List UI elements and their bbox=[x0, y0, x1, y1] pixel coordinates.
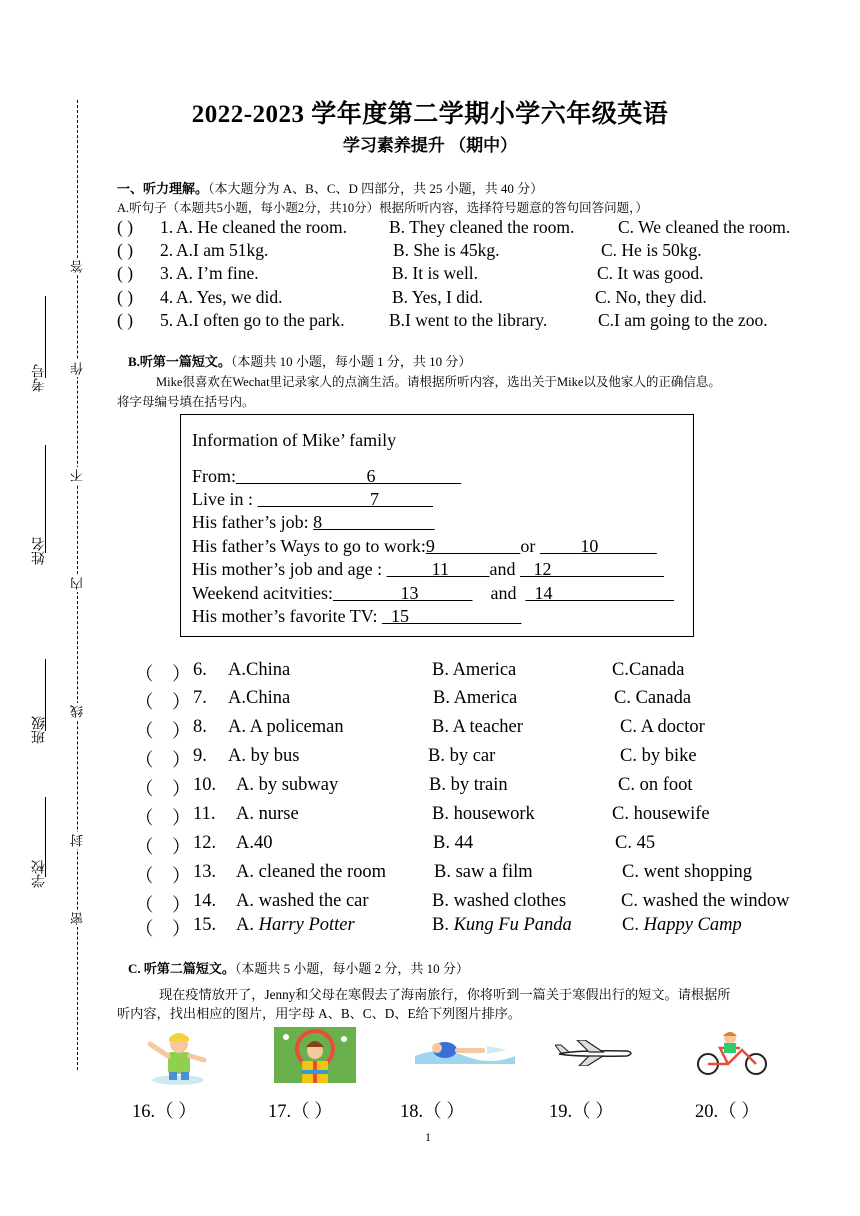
q-bracket[interactable]: ( ) bbox=[117, 263, 134, 283]
option-b: B. by car bbox=[428, 746, 496, 766]
option-text: Harry Potter bbox=[258, 915, 355, 935]
info-label: His mother’s job and age : bbox=[192, 559, 387, 579]
info-from bbox=[192, 466, 461, 487]
option-c: C. on foot bbox=[618, 775, 693, 795]
blank-10[interactable] bbox=[540, 536, 657, 556]
option-c: C. went shopping bbox=[622, 862, 753, 882]
q-number: 9. bbox=[193, 746, 207, 766]
blank-8[interactable] bbox=[313, 512, 435, 532]
option-b: B. She is 45kg. bbox=[393, 240, 500, 260]
exam-number-label: 考号 bbox=[32, 364, 47, 392]
answer-bracket[interactable]: （ ） bbox=[135, 751, 191, 771]
option-a: A. by bus bbox=[228, 746, 300, 766]
info-label: From: bbox=[192, 466, 237, 486]
blank-number: 7 bbox=[370, 489, 379, 509]
blank-number: 6 bbox=[366, 466, 376, 486]
option-b: B. It is well. bbox=[392, 263, 479, 283]
q-bracket[interactable]: ( ) bbox=[117, 287, 134, 307]
blank-number: 14 bbox=[534, 583, 553, 603]
q-bracket[interactable]: ( ) bbox=[117, 240, 134, 260]
page-number: 1 bbox=[425, 1130, 431, 1144]
blank-number: 10 bbox=[580, 536, 599, 556]
answer-slot[interactable]: 19.（ ） bbox=[549, 1102, 614, 1122]
option-c: C. A doctor bbox=[620, 717, 705, 737]
blank-number: 13 bbox=[400, 583, 419, 603]
option-c: C. washed the window bbox=[621, 891, 790, 911]
blank-number: 15 bbox=[390, 606, 409, 626]
answer-slot[interactable]: 20.（ ） bbox=[695, 1102, 760, 1122]
info-label: His father’s Ways to go to work: bbox=[192, 536, 426, 556]
sectionA-instruction: A.听句子（本题共5小题，每小题2分，共10分）根据所听内容，选择符号题意的答句回答问题，） bbox=[117, 201, 648, 215]
option-a: A.China bbox=[228, 688, 291, 708]
option-prefix: B. bbox=[432, 915, 454, 935]
option-a: A.I often go to the park. bbox=[176, 310, 345, 330]
answer-bracket[interactable]: （ ） bbox=[135, 693, 191, 713]
option-a: A. He cleaned the room. bbox=[176, 217, 348, 237]
info-father-job bbox=[192, 512, 435, 533]
answer-bracket[interactable]: （ ） bbox=[135, 838, 191, 858]
option-b: B. America bbox=[433, 688, 518, 708]
binding-char: 密 bbox=[70, 912, 85, 925]
option-a: A. A policeman bbox=[228, 717, 344, 737]
blank-14[interactable] bbox=[526, 583, 675, 603]
option-a: A. Yes, we did. bbox=[176, 287, 283, 307]
partC-instruction: 现在疫情放开了，Jenny和父母在寒假去了海南旅行，你将听到一篇关于寒假出行的短文。请根据所 bbox=[159, 987, 731, 1002]
q-number: 1. bbox=[160, 217, 174, 237]
option-b: B. Yes, I did. bbox=[392, 287, 483, 307]
answer-slot[interactable]: 17.（ ） bbox=[268, 1102, 333, 1122]
option-c: C. He is 50kg. bbox=[601, 240, 702, 260]
boy-waving-picture bbox=[138, 1030, 220, 1086]
info-and: and bbox=[489, 559, 516, 579]
option-a: A. I’m fine. bbox=[176, 263, 259, 283]
partC-heading-note: （本题共 5 小题，每小题 2 分，共 10 分） bbox=[234, 961, 469, 976]
name-field[interactable] bbox=[45, 445, 46, 553]
answer-bracket[interactable]: （ ） bbox=[135, 920, 191, 940]
page-subtitle: 学习素养提升 （期中） bbox=[342, 136, 518, 155]
binding-char: 内 bbox=[70, 577, 85, 590]
binding-char: 不 bbox=[70, 469, 85, 482]
partC-heading-title: C. 听第二篇短文。 bbox=[128, 961, 235, 976]
info-label: Weekend acitvities: bbox=[192, 583, 333, 603]
blank-11[interactable] bbox=[387, 559, 490, 579]
q-number: 15. bbox=[193, 915, 217, 935]
option-c: C. housewife bbox=[612, 804, 710, 824]
blank-12[interactable] bbox=[520, 559, 664, 579]
option-b: B. A teacher bbox=[432, 717, 523, 737]
answer-bracket[interactable]: （ ） bbox=[135, 780, 191, 800]
option-a: A. by subway bbox=[236, 775, 339, 795]
q-number: 10. bbox=[193, 775, 217, 795]
blank-7[interactable] bbox=[258, 489, 434, 509]
page-title: 2022-2023 学年度第二学期小学六年级英语 bbox=[191, 101, 669, 128]
name-label: 姓名 bbox=[32, 537, 47, 565]
option-a: A.40 bbox=[236, 833, 273, 853]
info-weekend bbox=[192, 583, 674, 604]
info-title: Information of Mike’ family bbox=[192, 430, 397, 450]
school-field[interactable] bbox=[45, 797, 46, 877]
binding-char: 线 bbox=[70, 705, 85, 718]
info-father-ways bbox=[192, 536, 657, 557]
option-b: B.I went to the library. bbox=[389, 310, 548, 330]
q-number: 4. bbox=[160, 287, 174, 307]
part1-heading-note: （本大题分为 A、B、C、D 四部分，共 25 小题，共 40 分） bbox=[208, 181, 544, 196]
option-b: B. America bbox=[432, 660, 517, 680]
info-mother-tv bbox=[192, 606, 521, 627]
answer-slot[interactable]: 16.（ ） bbox=[132, 1102, 197, 1122]
option-a: A. nurse bbox=[236, 804, 299, 824]
exam-number-field[interactable] bbox=[45, 296, 46, 378]
partB-heading bbox=[128, 351, 471, 370]
info-mother-job bbox=[192, 559, 664, 580]
option-c bbox=[622, 915, 742, 936]
option-c: C.I am going to the zoo. bbox=[598, 310, 768, 330]
blank-15[interactable] bbox=[382, 606, 522, 626]
option-c: C.Canada bbox=[612, 660, 685, 680]
info-label: His mother’s favorite TV: bbox=[192, 606, 382, 626]
option-text: Happy Camp bbox=[643, 915, 742, 935]
binding-char: 答 bbox=[70, 260, 85, 273]
option-b: B. They cleaned the room. bbox=[389, 217, 575, 237]
class-field[interactable] bbox=[45, 659, 46, 731]
option-prefix: A. bbox=[236, 915, 259, 935]
q-number: 14. bbox=[193, 891, 217, 911]
airplane-picture bbox=[555, 1040, 635, 1066]
q-number: 3. bbox=[160, 263, 174, 283]
q-number: 6. bbox=[193, 660, 207, 680]
blank-number: 12 bbox=[533, 559, 552, 579]
option-b: B. housework bbox=[432, 804, 535, 824]
binding-char: 封 bbox=[70, 834, 85, 847]
option-b: B. 44 bbox=[433, 833, 474, 853]
option-c: C. No, they did. bbox=[595, 287, 707, 307]
option-a: A. cleaned the room bbox=[236, 862, 386, 882]
option-c: C. Canada bbox=[614, 688, 692, 708]
option-c: C. It was good. bbox=[597, 263, 704, 283]
answer-bracket[interactable]: （ ） bbox=[135, 665, 191, 685]
info-live bbox=[192, 489, 433, 510]
partB-instruction: Mike很喜欢在Wechat里记录家人的点滴生活。请根据所听内容，选出关于Mike以及他家人的正确信息。 bbox=[156, 375, 721, 389]
option-prefix: C. bbox=[622, 915, 644, 935]
option-b: B. saw a film bbox=[434, 862, 533, 882]
info-or: or bbox=[520, 536, 536, 556]
answer-bracket[interactable]: （ ） bbox=[135, 867, 191, 887]
blank-9[interactable] bbox=[426, 536, 521, 556]
blank-number: 11 bbox=[431, 559, 449, 579]
blank-number: 9 bbox=[425, 536, 435, 556]
q-number: 13. bbox=[193, 862, 217, 882]
blank-number: 8 bbox=[313, 512, 323, 532]
q-number: 12. bbox=[193, 833, 217, 853]
option-c: C. by bike bbox=[620, 746, 697, 766]
q-number: 2. bbox=[160, 240, 174, 260]
info-box bbox=[180, 414, 694, 637]
q-number: 7. bbox=[193, 688, 207, 708]
girl-riding-bike-picture bbox=[690, 1030, 776, 1076]
blank-13[interactable] bbox=[333, 583, 473, 603]
part1-heading-title: 一、听力理解。 bbox=[117, 181, 209, 196]
partB-heading-note: （本题共 10 小题，每小题 1 分，共 10 分） bbox=[230, 354, 472, 369]
q-bracket[interactable]: ( ) bbox=[117, 310, 134, 330]
q-number: 5. bbox=[160, 310, 174, 330]
option-a: A.I am 51kg. bbox=[176, 240, 269, 260]
answer-bracket[interactable]: （ ） bbox=[135, 896, 191, 916]
q-bracket[interactable]: ( ) bbox=[117, 217, 134, 237]
partB-heading-title: B.听第一篇短文。 bbox=[128, 354, 231, 369]
info-label: His father’s job: bbox=[192, 512, 314, 532]
partC-instruction: 听内容，找出相应的图片，用字母 A、B、C、D、E给下列图片排序。 bbox=[117, 1006, 522, 1021]
part1-heading bbox=[117, 178, 543, 197]
class-label: 班级 bbox=[32, 716, 47, 744]
option-c: C. We cleaned the room. bbox=[618, 217, 791, 237]
option-a: A.China bbox=[228, 660, 291, 680]
school-label: 学校 bbox=[32, 860, 47, 888]
q-number: 11. bbox=[193, 804, 216, 824]
answer-bracket[interactable]: （ ） bbox=[135, 809, 191, 829]
info-and: and bbox=[490, 583, 517, 603]
partB-instruction: 将字母编号填在括号内。 bbox=[117, 395, 255, 409]
q-number: 8. bbox=[193, 717, 207, 737]
option-a bbox=[236, 915, 355, 936]
girl-with-gift-picture bbox=[274, 1027, 356, 1083]
info-label: Live in : bbox=[192, 489, 258, 509]
option-b bbox=[432, 915, 572, 936]
option-a: A. washed the car bbox=[236, 891, 369, 911]
option-c: C. 45 bbox=[615, 833, 656, 853]
option-b: B. by train bbox=[429, 775, 508, 795]
answer-bracket[interactable]: （ ） bbox=[135, 722, 191, 742]
option-text: Kung Fu Panda bbox=[453, 915, 572, 935]
option-b: B. washed clothes bbox=[432, 891, 567, 911]
partC-heading bbox=[128, 958, 469, 977]
binding-char: 作 bbox=[70, 362, 85, 375]
swimming-picture bbox=[415, 1038, 515, 1064]
blank-6[interactable] bbox=[236, 466, 461, 486]
answer-slot[interactable]: 18.（ ） bbox=[400, 1102, 465, 1122]
